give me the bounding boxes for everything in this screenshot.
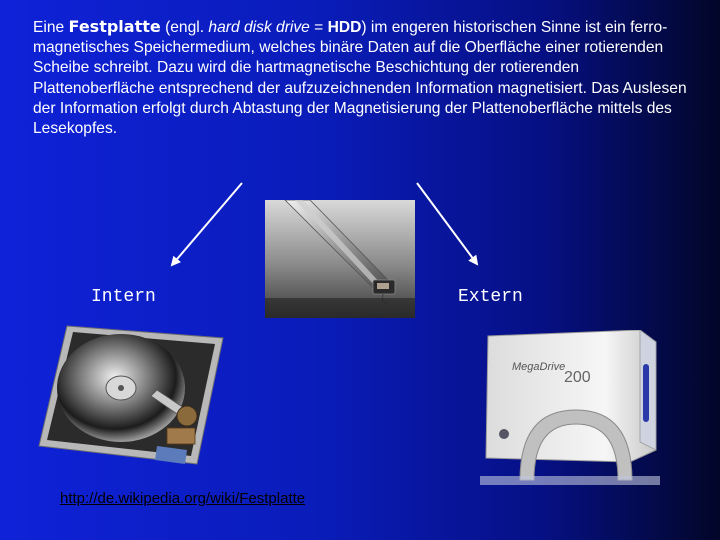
intro-paragraph [33, 17, 698, 139]
label-intern: Intern [91, 287, 156, 307]
arrow-down-left-icon [172, 183, 242, 265]
paragraph-text: ) im engeren historischen Sinne ist ein ferro-magnetisches Speichermedium, welches binäre Daten auf die Oberfläche einer rotierenden Scheibe schreibt. Dazu wird die hartmagnetische Beschichtung der rotierenden Plattenoberfläche entsprechend der aufzuzeichnenden Information magnetisiert. Das Auslesen der Information erfolgt durch Abtastung der Magnetisierung der Plattenoberfläche mittels des Lesekopfes. [33, 19, 687, 138]
paragraph-text: (engl. [160, 19, 209, 36]
term-festplatte: Festplatte [68, 17, 161, 36]
read-write-head-image [265, 200, 415, 318]
external-drive-model: 200 [564, 369, 591, 386]
paragraph-text: Eine [33, 19, 69, 36]
abbreviation-hdd: HDD [327, 19, 362, 36]
english-term: hard disk drive [208, 19, 310, 36]
external-hard-drive-image [480, 330, 660, 485]
wikipedia-link[interactable]: http://de.wikipedia.org/wiki/Festplatte [60, 490, 306, 507]
paragraph-text: = [309, 19, 328, 36]
internal-hard-disk-image [37, 318, 225, 468]
arrow-down-right-icon [417, 183, 477, 264]
external-drive-brand: MegaDrive [512, 361, 566, 373]
label-extern: Extern [458, 287, 523, 307]
